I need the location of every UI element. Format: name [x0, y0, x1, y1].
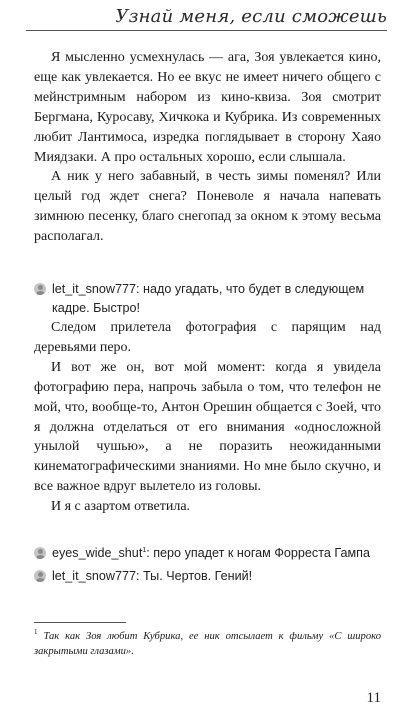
footnote-number: 1 [34, 628, 38, 637]
chat-username: let_it_snow777 [52, 282, 137, 296]
running-header-title: Узнай меня, если сможешь [115, 6, 387, 27]
footnote-text: Так как Зоя любит Кубрика, ее ник отсылает к фильму «С широко закрытыми глазами». [34, 631, 381, 657]
chat-message: let_it_snow777: надо угадать, что будет в следующем кадре. Быстро! [34, 280, 383, 318]
paragraph: Я мысленно усмехнулась — ага, Зоя увлекается кино, еще как увлекается. Но ее вкус не имеет ничего общего с мейнстримным набором из кино-квиза. Зоя смотрит Бергмана, Куросаву, Хичкока и Кубрика. Из современных любит Лантимоса, изредка поглядывает в сторону Хаяо Миядзаки. А про остальных хорошо, если слышала. [34, 50, 381, 165]
paragraph: И я с азартом ответила. [51, 499, 191, 515]
chat-message-text: Ты. Чертов. Гений! [143, 569, 253, 583]
chat-excerpt [34, 280, 383, 318]
chat-excerpt [34, 544, 383, 586]
footnote-rule [34, 622, 126, 623]
page-number: 11 [366, 690, 381, 706]
footnote [34, 629, 381, 659]
text-block-middle [34, 318, 381, 517]
user-avatar-icon [34, 570, 46, 582]
paragraph: А ник у него забавный, в честь зимы поменял? Или целый год ждет снега? Поневоле я начала напевать зимнюю песенку, благо снегопад за окном к этому весьма располагал. [34, 169, 381, 245]
chat-username: let_it_snow777 [52, 569, 137, 583]
text-block-top [34, 48, 381, 247]
user-avatar-icon [34, 547, 46, 559]
footnote-reference: 1 [142, 546, 147, 554]
chat-message: eyes_wide_shut$^1$: перо упадет к ногам Форреста Гампа [34, 544, 383, 563]
user-avatar-icon [34, 283, 46, 295]
paragraph: И вот же он, вот мой момент: когда я увидела фотографию пера, напрочь забыла о том, что телефон не мой, что, вообще-то, Антон Орешин общается с Зоей, что я должна отделаться от его внимания «односложной унылой чушью», а не поразить неожиданными кинематографическими знаниями. Но мне было скучно, и все важное вдруг вылетело из головы. [34, 359, 381, 495]
chat-username: eyes_wide_shut [52, 546, 143, 560]
paragraph: Следом прилетела фотография с парящим над деревьями перо. [34, 320, 381, 355]
chat-message-text: надо угадать, что будет в следующем кадре. Быстро! [52, 282, 365, 315]
chat-message: let_it_snow777: Ты. Чертов. Гений! [34, 567, 383, 586]
chat-message-text: перо упадет к ногам Форреста Гампа [153, 546, 370, 560]
header-rule [26, 30, 387, 31]
